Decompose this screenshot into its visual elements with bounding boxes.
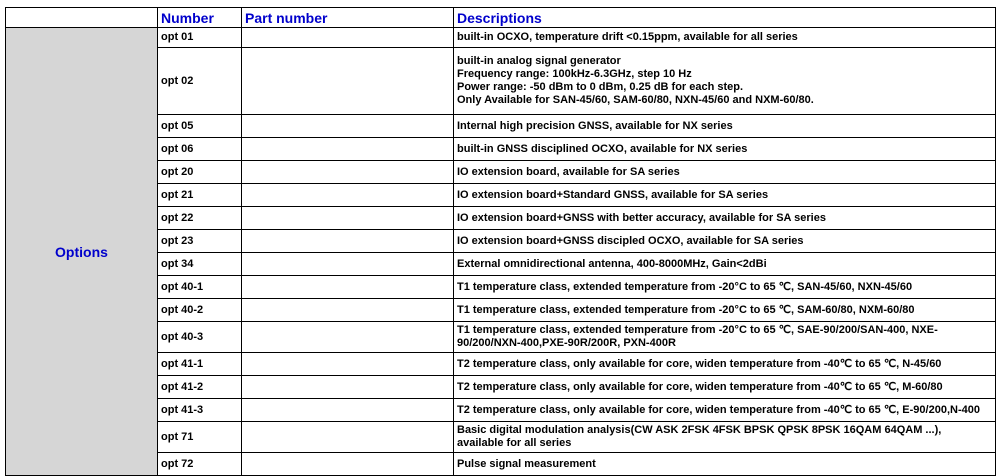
table-body	[6, 28, 996, 476]
option-number-cell: opt 41-2	[158, 376, 242, 399]
description-line: T1 temperature class, extended temperature from -20°C to 65 ℃, SAN-45/60, NXN-45/60	[457, 280, 913, 293]
description-line: built-in OCXO, temperature drift <0.15ppm, available for all series	[457, 31, 798, 43]
description-cell	[454, 115, 996, 138]
description-cell	[454, 48, 996, 115]
part-number-cell	[242, 422, 454, 453]
options-group-label: Options	[6, 28, 158, 476]
description-line: Basic digital modulation analysis(CW ASK 2FSK 4FSK BPSK QPSK 8PSK 16QAM 64QAM ...),	[457, 424, 942, 436]
option-number-cell: opt 01	[158, 28, 242, 48]
description-cell	[454, 276, 996, 299]
header-row	[6, 8, 996, 28]
description-line: built-in analog signal generator	[457, 55, 621, 67]
option-number-cell: opt 72	[158, 453, 242, 476]
description-line: External omnidirectional antenna, 400-8000MHz, Gain<2dBi	[457, 257, 767, 270]
option-number-cell: opt 41-3	[158, 399, 242, 422]
description-cell	[454, 422, 996, 453]
description-line: T2 temperature class, only available for core, widen temperature from -40℃ to 65 ℃, M-60/80	[457, 380, 943, 393]
header-part-number: Part number	[242, 8, 454, 28]
description-cell	[454, 230, 996, 253]
option-number-cell: opt 06	[158, 138, 242, 161]
description-cell	[454, 161, 996, 184]
option-number-cell: opt 71	[158, 422, 242, 453]
description-cell	[454, 322, 996, 353]
part-number-cell	[242, 28, 454, 48]
description-line: 90/200/NXN-400,PXE-90R/200R, PXN-400R	[457, 337, 676, 349]
description-cell	[454, 353, 996, 376]
option-number-cell: opt 22	[158, 207, 242, 230]
option-number-cell: opt 20	[158, 161, 242, 184]
option-number-cell: opt 34	[158, 253, 242, 276]
description-line: Power range: -50 dBm to 0 dBm, 0.25 dB for each step.	[457, 81, 744, 93]
part-number-cell	[242, 184, 454, 207]
description-cell	[454, 253, 996, 276]
description-line: available for all series	[457, 437, 572, 449]
part-number-cell	[242, 253, 454, 276]
option-number-cell: opt 40-1	[158, 276, 242, 299]
description-cell	[454, 299, 996, 322]
options-table	[5, 7, 996, 476]
description-line: T1 temperature class, extended temperature from -20°C to 65 ℃, SAM-60/80, NXM-60/80	[457, 303, 915, 316]
option-number-cell: opt 21	[158, 184, 242, 207]
option-number-cell: opt 02	[158, 48, 242, 115]
description-line: IO extension board+Standard GNSS, available for SA series	[457, 188, 769, 201]
description-line: Internal high precision GNSS, available for NX series	[457, 119, 733, 132]
part-number-cell	[242, 299, 454, 322]
description-line: Only Available for SAN-45/60, SAM-60/80, NXN-45/60 and NXM-60/80.	[457, 94, 814, 106]
part-number-cell	[242, 353, 454, 376]
description-line: IO extension board, available for SA series	[457, 165, 680, 178]
option-number-cell: opt 40-2	[158, 299, 242, 322]
description-cell	[454, 207, 996, 230]
description-line: IO extension board+GNSS with better accuracy, available for SA series	[457, 211, 826, 224]
part-number-cell	[242, 376, 454, 399]
part-number-cell	[242, 161, 454, 184]
description-cell	[454, 399, 996, 422]
part-number-cell	[242, 276, 454, 299]
part-number-cell	[242, 230, 454, 253]
description-line: T1 temperature class, extended temperature from -20°C to 65 ℃, SAE-90/200/SAN-400, NXE-	[457, 324, 938, 336]
description-cell	[454, 453, 996, 476]
table-row	[6, 28, 996, 48]
option-number-cell: opt 05	[158, 115, 242, 138]
description-cell	[454, 184, 996, 207]
part-number-cell	[242, 48, 454, 115]
header-corner-cell	[6, 8, 158, 28]
part-number-cell	[242, 138, 454, 161]
part-number-cell	[242, 207, 454, 230]
description-line: built-in GNSS disciplined OCXO, available for NX series	[457, 142, 748, 155]
description-line: T2 temperature class, only available for core, widen temperature from -40℃ to 65 ℃, N-45/60	[457, 357, 942, 370]
part-number-cell	[242, 453, 454, 476]
description-line: Pulse signal measurement	[457, 457, 596, 470]
option-number-cell: opt 41-1	[158, 353, 242, 376]
description-cell	[454, 376, 996, 399]
option-number-cell: opt 40-3	[158, 322, 242, 353]
option-number-cell: opt 23	[158, 230, 242, 253]
description-line: IO extension board+GNSS discipled OCXO, available for SA series	[457, 234, 804, 247]
header-number: Number	[158, 8, 242, 28]
part-number-cell	[242, 115, 454, 138]
part-number-cell	[242, 322, 454, 353]
description-cell	[454, 28, 996, 48]
description-line: Frequency range: 100kHz-6.3GHz, step 10 Hz	[457, 68, 692, 80]
description-cell	[454, 138, 996, 161]
header-descriptions: Descriptions	[454, 8, 996, 28]
description-line: T2 temperature class, only available for core, widen temperature from -40℃ to 65 ℃, E-90/200,N-400	[457, 403, 980, 416]
part-number-cell	[242, 399, 454, 422]
